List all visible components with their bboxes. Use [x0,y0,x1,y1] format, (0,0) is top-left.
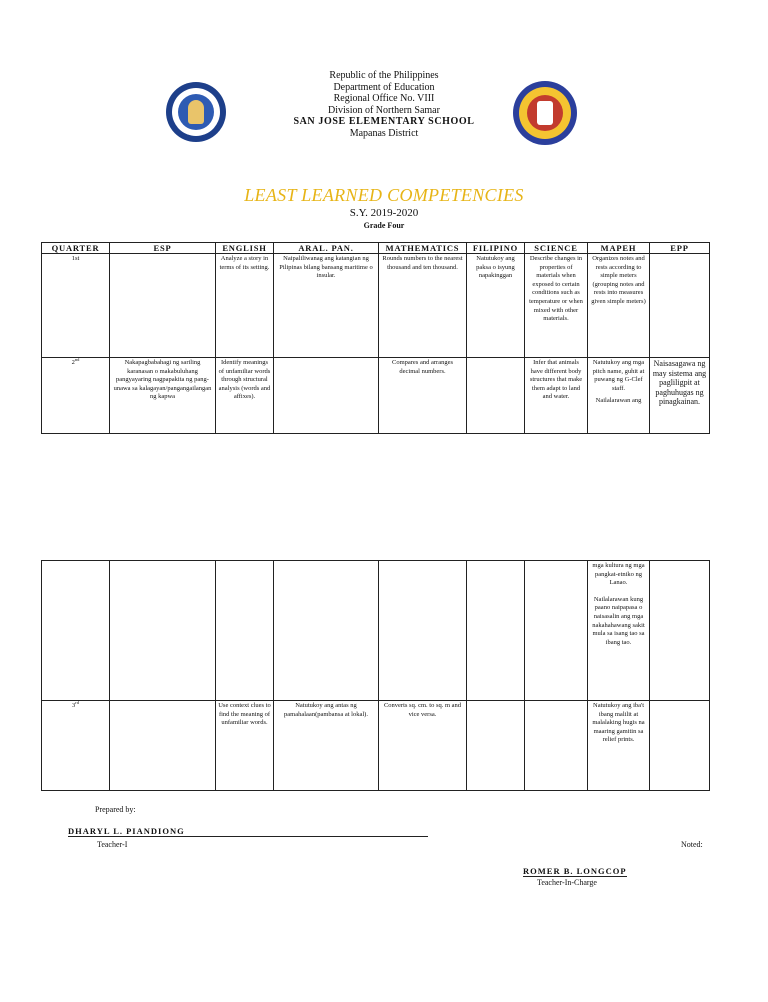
cell-mapeh: mga kultura ng mga pangkat-etniko ng Lanao. Nailalarawan kung paano naipapasa o naisasalin ang mga nakahahawang sakit mula sa isang tao sa ibang tao. [588,561,650,701]
table-row [42,358,710,434]
cell-filipino [467,358,525,434]
cell-esp [110,254,216,358]
cell-filipino [467,701,525,791]
letterhead [0,70,768,139]
cell-science [525,701,588,791]
cell-epp: Naisasagawa ng may sistema ang pagliligpit at paghuhugas ng pinagkainan. [650,358,710,434]
col-header-filipino: FILIPINO [467,243,525,254]
district-name: Mapanas District [349,127,419,139]
cell-epp [650,254,710,358]
table-row [42,701,710,791]
cell-epp [650,701,710,791]
noted-label: Noted: [681,840,703,849]
header-line: Department of Education [333,81,435,93]
cell-english: Identify meanings of unfamiliar words through structural analysis (words and affixes). [216,358,274,434]
col-header-aral-pan: ARAL. PAN. [274,243,379,254]
cell-english: Analyze a story in terms of its setting. [216,254,274,358]
prepared-by-label: Prepared by: [95,805,136,814]
cell-esp [110,701,216,791]
col-header-epp: EPP [650,243,710,254]
cell-quarter: 3rd [42,701,110,791]
col-header-quarter: QUARTER [42,243,110,254]
document-title: LEAST LEARNED COMPETENCIES [244,185,524,205]
cell-mathematics: Rounds numbers to the nearest thousand and ten thousand. [379,254,467,358]
cell-quarter: 1st [42,254,110,358]
head-position: Teacher-In-Charge [537,878,597,887]
col-header-science: SCIENCE [525,243,588,254]
competencies-table-continued [41,560,710,791]
cell-esp: Nakapagbabahagi ng sariling karanasan o makabuluhang pangyayaring nagpapakita ng pang-unawa sa kalagayan/pangangailangan ng kapwa [110,358,216,434]
col-header-esp: ESP [110,243,216,254]
cell-mapeh: Organizes notes and rests according to simple meters (grouping notes and rests into measures given simple meters) [588,254,650,358]
teacher-position: Teacher-I [97,840,128,849]
cell-aral-pan: Natutukoy ang antas ng pamahalaan(pambansa at lokal). [274,701,379,791]
header-line: Division of Northern Samar [328,104,440,116]
cell-filipino: Natutukoy ang paksa o isyung napakinggan [467,254,525,358]
school-name: SAN JOSE ELEMENTARY SCHOOL [293,116,475,127]
col-header-mapeh: MAPEH [588,243,650,254]
competencies-table [41,242,710,434]
table-header-row [42,243,710,254]
cell-english: Use context clues to find the meaning of unfamiliar words. [216,701,274,791]
school-year: S.Y. 2019-2020 [349,207,419,219]
cell-aral-pan: Naipaliliwanag ang katangian ng Pilipinas bilang bansang maritime o insular. [274,254,379,358]
table-row [42,254,710,358]
cell-mathematics: Converts sq. cm. to sq. m and vice versa. [379,701,467,791]
cell-aral-pan [274,358,379,434]
col-header-mathematics: MATHEMATICS [379,243,467,254]
cell-mathematics: Compares and arranges decimal numbers. [379,358,467,434]
table-row [42,561,710,701]
header-line: Regional Office No. VIII [333,93,435,104]
col-header-english: ENGLISH [216,243,274,254]
grade-level: Grade Four [363,221,405,230]
cell-mapeh: Natutukoy ang mga pitch name, guhit at puwang ng G-Clef staff. Nailalarawan ang [588,358,650,434]
teacher-name: DHARYL L. PIANDIONG [68,826,428,837]
cell-mapeh: Natutukoy ang iba't ibang malilit at malalaking hugis na maaring gamitin sa relief prints. [588,701,650,791]
cell-quarter: 2nd [42,358,110,434]
header-line: Republic of the Philippines [329,70,439,81]
cell-science: Infer that animals have different body structures that make them adapt to land and water. [525,358,588,434]
head-name: ROMER B. LONGCOP [523,866,627,876]
cell-science: Describe changes in properties of materials when exposed to certain conditions such as temperature or when mixed with other materials. [525,254,588,358]
